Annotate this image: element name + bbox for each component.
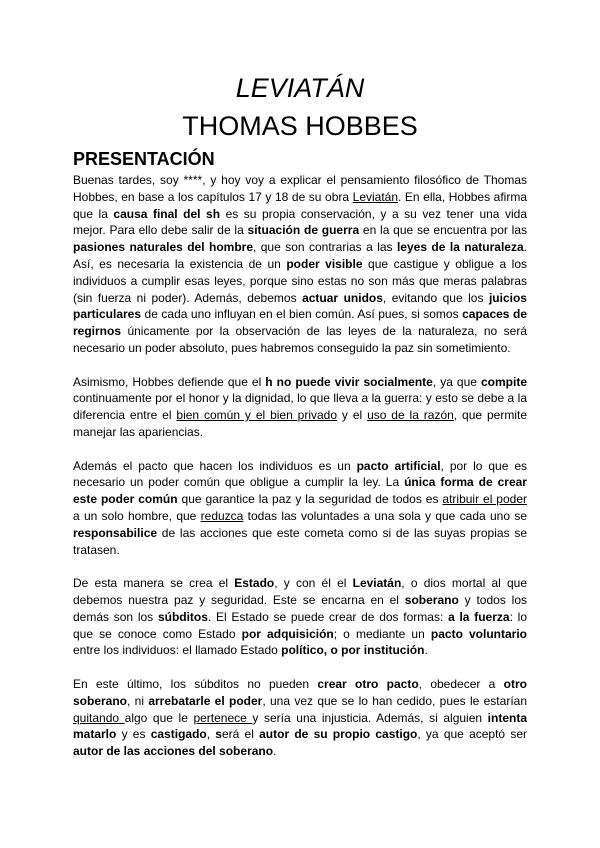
text-run: , evitando que los xyxy=(382,290,489,305)
text-run: entre los individuos: el llamado Estado xyxy=(73,643,282,658)
text-run: todas las voluntades a una sola y que cada uno se xyxy=(243,508,528,523)
text-run: , por lo que es necesario un poder común que obligue a cumplir la ley. La xyxy=(73,458,527,490)
paragraph xyxy=(73,374,527,441)
underlined-text: quitando xyxy=(73,710,125,725)
underlined-text: Leviatán xyxy=(352,189,399,204)
paragraph xyxy=(73,458,527,559)
document-body xyxy=(73,172,527,760)
text-run: ; o mediante un xyxy=(333,626,431,641)
text-run: , que son contrarias a las xyxy=(253,240,397,255)
text-run: , o dios mortal al que debemos nuestra paz y seguridad. Este se encarna en el xyxy=(73,576,527,607)
text-run: continuamente por el honor y la dignidad, lo que lleva a la guerra: y esto se debe a la diferencia entre el xyxy=(73,391,527,423)
text-run: a un solo hombre, que xyxy=(73,508,201,523)
text-run: algo que le xyxy=(124,710,194,725)
bold-text: otro soberano xyxy=(73,676,527,708)
text-run: de las acciones que este cometa como si de las suyas propias se tratasen. xyxy=(73,525,527,557)
bold-text: juicios particulares xyxy=(73,290,527,322)
bold-text: a la fuerza xyxy=(448,609,510,624)
text-run: , ya que xyxy=(432,374,481,389)
text-run: En este último, los súbditos no pueden xyxy=(73,676,318,691)
text-run: Además el pacto que hacen los individuos es un xyxy=(73,458,357,473)
paragraph xyxy=(73,575,527,659)
underlined-text: pertenece xyxy=(193,710,253,725)
text-run: que castigue y obligue a los individuos a cumplir esas leyes, porque sino estas no son más que meras palabras (sin fuerza ni poder). Además, debemos xyxy=(73,256,527,305)
text-run: erá el xyxy=(221,727,260,742)
bold-text: compite xyxy=(480,374,527,389)
text-run: únicamente por la observación de las leyes de la naturaleza, no será necesario un poder absoluto, pues habremos conseguido la paz sin sometimiento. xyxy=(73,324,527,355)
document-author: THOMAS HOBBES xyxy=(182,111,418,141)
bold-text: político, o por institución xyxy=(281,643,425,658)
bold-text: autor de las acciones del soberano xyxy=(73,744,274,759)
bold-text: actuar unidos xyxy=(302,290,383,305)
bold-text: poder visible xyxy=(286,256,363,271)
bold-text: crear otro pacto xyxy=(317,676,419,691)
text-run: , y con él el xyxy=(274,576,353,591)
text-run: y es xyxy=(116,727,151,742)
bold-text: s xyxy=(215,727,222,742)
section-heading: PRESENTACIÓN xyxy=(73,149,215,169)
text-run: , obedecer a xyxy=(418,676,504,691)
bold-text: soberano xyxy=(404,592,459,607)
bold-text: autor de su propio castigo xyxy=(259,727,418,742)
text-run: Asimismo, Hobbes defiende que el xyxy=(73,374,266,389)
text-run: y todos los demás son los xyxy=(73,592,527,624)
bold-text: castigado xyxy=(150,727,207,742)
bold-text: Leviatán xyxy=(352,576,402,591)
underlined-text: atribuir el poder xyxy=(442,492,527,507)
document-title: LEVIATÁN xyxy=(235,73,365,103)
bold-text: leyes de la naturaleza xyxy=(396,240,524,255)
bold-text: pacto voluntario xyxy=(430,626,528,641)
text-run: y el xyxy=(337,408,368,423)
text-run: De esta manera se crea el xyxy=(73,576,235,591)
bold-text: súbditos xyxy=(157,609,208,624)
text-run: , xyxy=(206,727,216,742)
text-run: y sería una injusticia. Además, si alguien xyxy=(252,710,488,725)
bold-text: única forma de crear este poder común xyxy=(73,475,527,507)
text-run: de cada uno influyan en el bien común. Así pues, si somos xyxy=(141,307,463,322)
bold-text: pasiones naturales del hombre xyxy=(73,240,253,255)
text-run: Buenas tardes, soy ****, y hoy voy a explicar el pensamiento filosófico de Thomas Hobbes, en base a los capítulos 17 y 18 de su obra xyxy=(73,173,527,204)
bold-text: intenta matarlo xyxy=(73,710,527,742)
text-run: . xyxy=(273,744,277,759)
text-run: , que permite manejar las apariencias. xyxy=(73,408,527,439)
bold-text: situación de guerra xyxy=(247,223,360,238)
text-run: , una vez que se lo han cedido, pues le estarían xyxy=(262,693,527,708)
bold-text: h no puede vivir socialmente xyxy=(265,374,433,389)
bold-text: por adquisición xyxy=(241,626,334,641)
text-run: . xyxy=(424,643,428,658)
underlined-text: bien común y el bien privado xyxy=(176,408,338,423)
text-run: en la que se encuentra por las xyxy=(359,223,527,238)
text-run: : lo que se conoce como Estado xyxy=(73,609,527,641)
underlined-text: uso de la razón xyxy=(367,408,454,423)
text-run: es su propia conservación, y a su vez tener una vida mejor. Para ello debe salir de la xyxy=(73,206,527,238)
text-run: . En ella, Hobbes afirma que la xyxy=(73,189,528,221)
text-run: , ya que aceptó ser xyxy=(417,727,527,742)
bold-text: causa final del sh xyxy=(113,206,221,221)
text-run: . El Estado se puede crear de dos formas: xyxy=(207,609,449,624)
bold-text: arrebatarle el poder xyxy=(148,693,263,708)
paragraph xyxy=(73,172,527,357)
bold-text: pacto artificial xyxy=(356,458,441,473)
text-run: . Así, es necesaria la existencia de un xyxy=(73,240,527,271)
paragraph xyxy=(73,676,527,760)
bold-text: capaces de regirnos xyxy=(73,307,527,339)
text-run: , ni xyxy=(127,693,149,708)
underlined-text: reduzca xyxy=(200,508,244,523)
text-run: que garantice la paz y la seguridad de todos es xyxy=(177,492,443,507)
bold-text: Estado xyxy=(234,576,275,591)
bold-text: responsabilice xyxy=(73,525,158,540)
